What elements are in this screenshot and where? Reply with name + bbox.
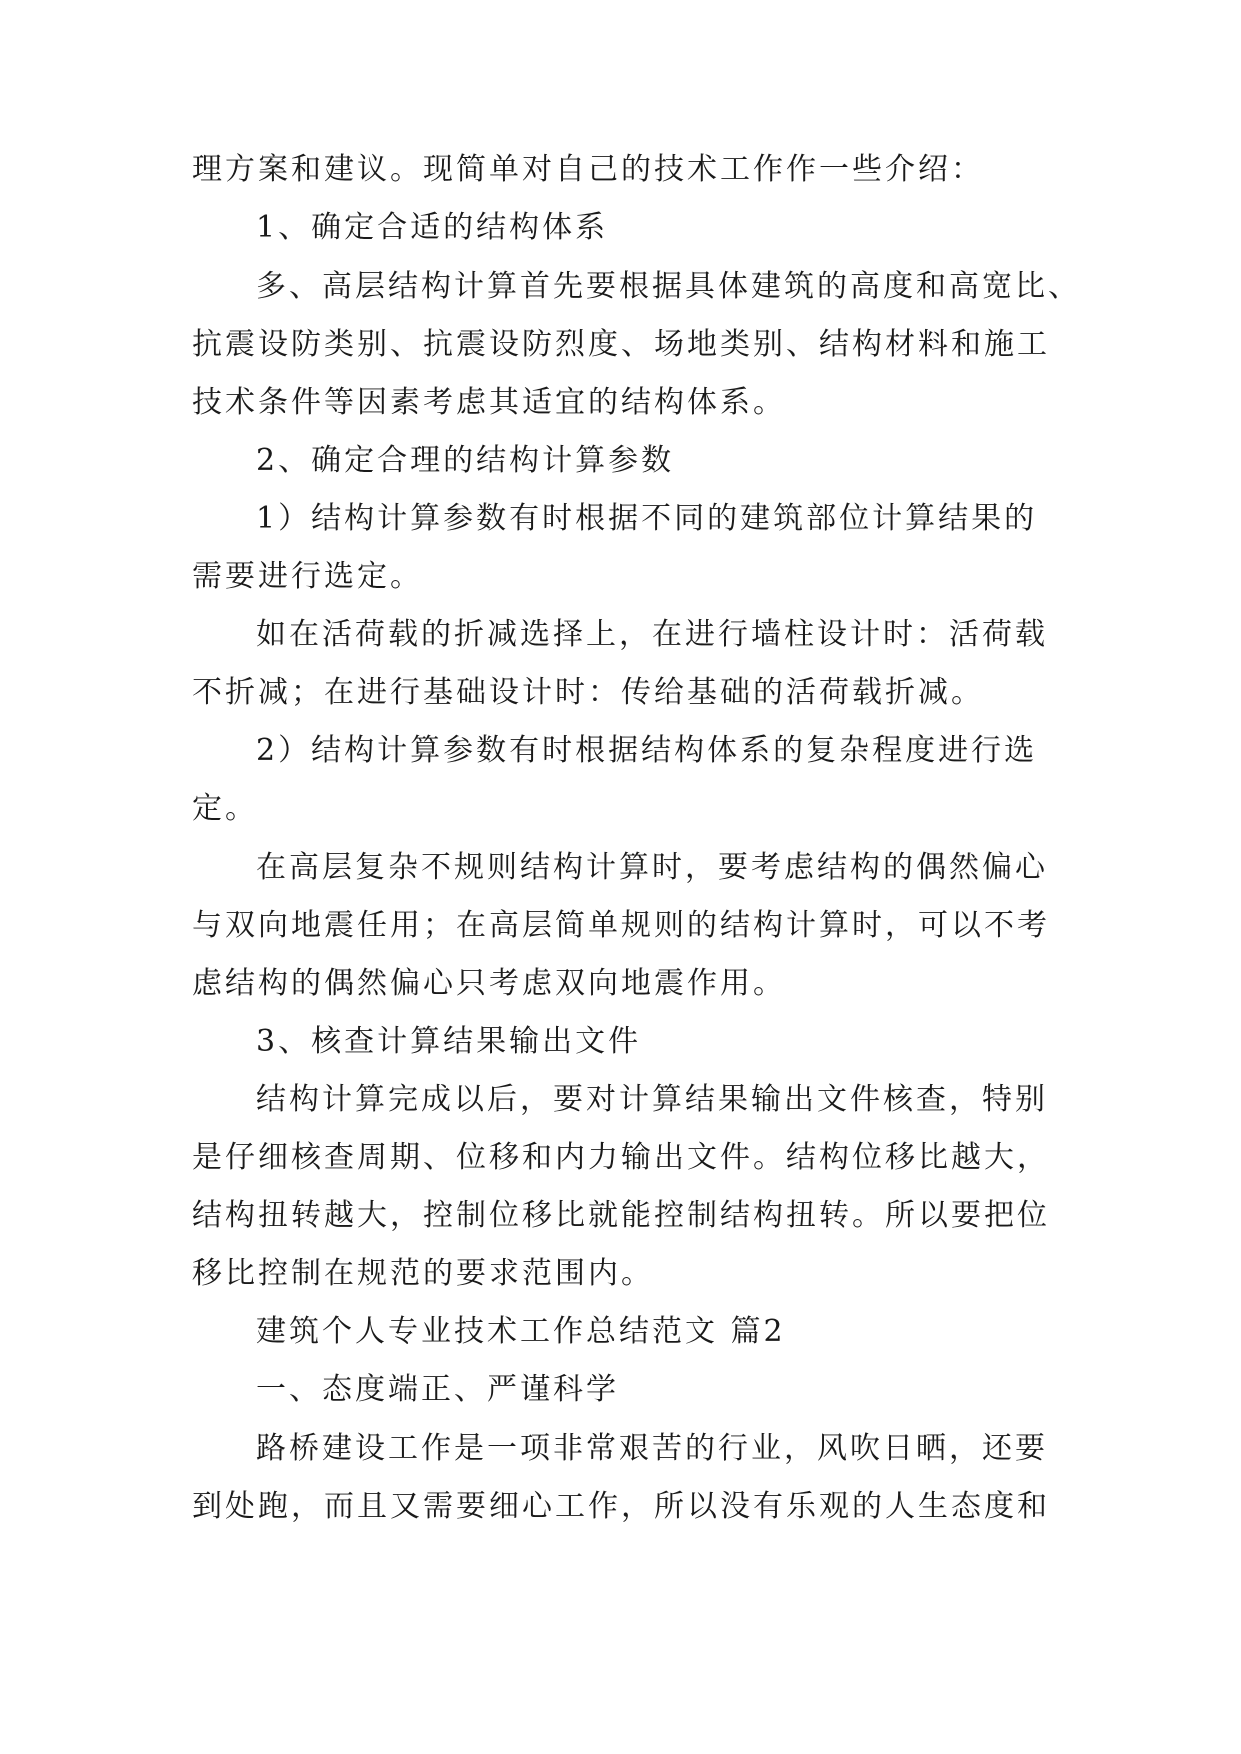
text-line: 需要进行选定。: [192, 559, 423, 594]
text-line: 定。: [192, 791, 258, 826]
text-line: 与双向地震任用；在高层简单规则的结构计算时，可以不考: [192, 908, 1050, 943]
text-line: 不折减；在进行基础设计时：传给基础的活荷载折减。: [192, 675, 984, 710]
text-line: 到处跑，而且又需要细心工作，所以没有乐观的人生态度和: [192, 1489, 1050, 1524]
text-line: 路桥建设工作是一项非常艰苦的行业，风吹日晒，还要: [256, 1431, 1048, 1466]
text-line: 1、确定合适的结构体系: [256, 210, 609, 245]
text-line: 技术条件等因素考虑其适宜的结构体系。: [192, 385, 786, 420]
text-line: 虑结构的偶然偏心只考虑双向地震作用。: [192, 966, 786, 1001]
text-line: 理方案和建议。现简单对自己的技术工作作一些介绍：: [192, 152, 984, 187]
text-line: 1）结构计算参数有时根据不同的建筑部位计算结果的: [256, 501, 1038, 536]
text-line: 2、确定合理的结构计算参数: [256, 443, 675, 478]
text-line: 3、核查计算结果输出文件: [256, 1024, 642, 1059]
text-line: 在高层复杂不规则结构计算时，要考虑结构的偶然偏心: [256, 850, 1048, 885]
section-heading: 建筑个人专业技术工作总结范文 篇2: [256, 1314, 786, 1349]
text-line: 2）结构计算参数有时根据结构体系的复杂程度进行选: [256, 733, 1038, 768]
text-line: 结构计算完成以后，要对计算结果输出文件核查，特别: [256, 1082, 1048, 1117]
text-line: 结构扭转越大，控制位移比就能控制结构扭转。所以要把位: [192, 1198, 1050, 1233]
text-line: 多、高层结构计算首先要根据具体建筑的高度和高宽比、: [256, 269, 1081, 304]
text-line: 移比控制在规范的要求范围内。: [192, 1256, 654, 1291]
text-line: 抗震设防类别、抗震设防烈度、场地类别、结构材料和施工: [192, 327, 1050, 362]
text-line: 是仔细核查周期、位移和内力输出文件。结构位移比越大，: [192, 1140, 1050, 1175]
text-line: 如在活荷载的折减选择上，在进行墙柱设计时：活荷载: [256, 617, 1048, 652]
text-line: 一、态度端正、严谨科学: [256, 1372, 619, 1407]
